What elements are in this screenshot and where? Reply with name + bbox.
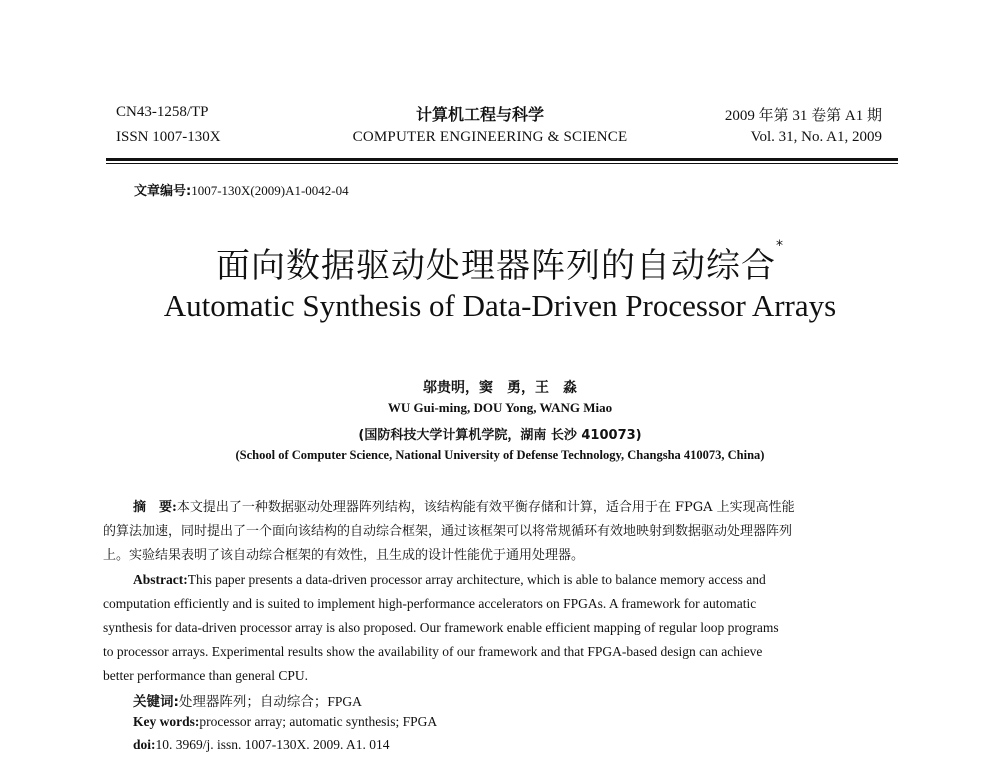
affiliation-en: (School of Computer Science, National University of Defense Technology, Changsha 410073, China) xyxy=(235,448,765,462)
title-cn-text: 面向数据驱动处理器阵列的自动综合 xyxy=(216,246,776,286)
title-cn xyxy=(0,238,1000,287)
abstract-en xyxy=(103,568,903,688)
doi-value: 10. 3969/j. issn. 1007-130X. 2009. A1. 014 xyxy=(155,737,390,752)
title-footnote-mark: * xyxy=(776,238,784,254)
article-id xyxy=(134,180,349,199)
authors-cn: 邬贵明，窦 勇，王 淼 xyxy=(423,380,577,396)
journal-title-en: COMPUTER ENGINEERING & SCIENCE xyxy=(352,129,628,145)
issue-en: Vol. 31, No. A1, 2009 xyxy=(750,129,882,145)
authors-en: WU Gui-ming, DOU Yong, WANG Miao xyxy=(387,400,613,415)
doi xyxy=(133,737,390,753)
abstract-en-line-3: synthesis for data-driven processor array is also proposed. Our framework enable efficient mapping of regular loop programs xyxy=(103,620,779,635)
abstract-cn xyxy=(103,496,903,568)
doi-label: doi: xyxy=(133,737,156,752)
title-en: Automatic Synthesis of Data-Driven Processor Arrays xyxy=(163,288,837,323)
header-rule-thick xyxy=(106,158,898,161)
keywords-cn-value: 处理器阵列；自动综合；FPGA xyxy=(178,694,362,709)
abstract-cn-line-1: 摘 要:本文提出了一种数据驱动处理器阵列结构，该结构能有效平衡存储和计算，适合用于在 FPGA 上实现高性能 xyxy=(133,500,795,515)
abstract-en-line-4: to processor arrays. Experimental results show the availability of our framework and that FPGA-based design can achieve xyxy=(103,644,763,659)
cn-code: CN43-1258/TP xyxy=(116,104,209,120)
abstract-cn-line-2: 的算法加速，同时提出了一个面向该结构的自动综合框架，通过该框架可以将常规循环有效地映射到数据驱动处理器阵列 xyxy=(103,524,793,539)
abstract-en-line-1: Abstract:This paper presents a data-driven processor array architecture, which is able to balance memory access and xyxy=(133,572,766,587)
keywords-cn xyxy=(133,690,362,710)
affiliation-cn: (国防科技大学计算机学院，湖南 长沙 410073) xyxy=(358,428,642,443)
issn: ISSN 1007-130X xyxy=(116,129,221,145)
issue-cn: 2009 年第 31 卷第 A1 期 xyxy=(724,108,882,124)
abstract-en-line-2: computation efficiently and is suited to implement high-performance accelerators on FPGAs. A framework for automatic xyxy=(103,596,757,611)
article-id-value: 1007-130X(2009)A1-0042-04 xyxy=(191,183,349,198)
article-id-label: 文章编号: xyxy=(134,184,192,199)
journal-title-cn: 计算机工程与科学 xyxy=(415,105,544,124)
keywords-en-label: Key words: xyxy=(133,714,200,729)
abstract-en-line-5: better performance than general CPU. xyxy=(103,668,309,683)
keywords-en-value: processor array; automatic synthesis; FPGA xyxy=(199,714,438,729)
abstract-cn-label: 摘 要: xyxy=(133,500,177,515)
header-rule-thin xyxy=(106,163,898,164)
keywords-cn-label: 关键词: xyxy=(133,694,179,710)
keywords-en xyxy=(133,714,437,730)
abstract-cn-line-3: 上。实验结果表明了该自动综合框架的有效性，且生成的设计性能优于通用处理器。 xyxy=(103,548,585,563)
abstract-en-label: Abstract: xyxy=(133,572,188,587)
